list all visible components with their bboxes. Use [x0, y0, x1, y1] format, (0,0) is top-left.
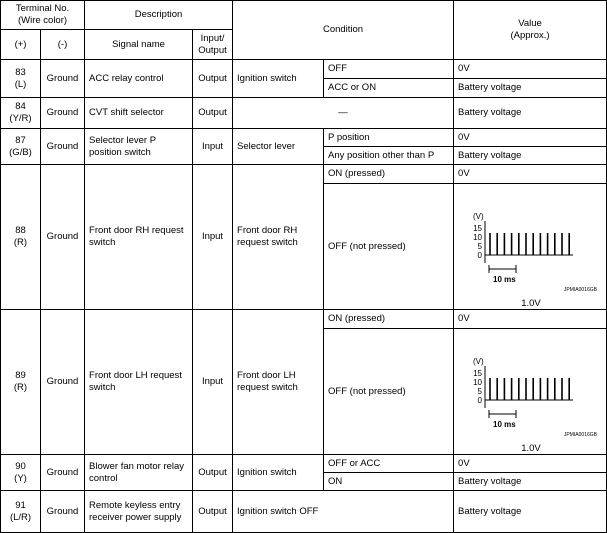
value-cell: Battery voltage [454, 491, 607, 533]
ground-cell: Ground [41, 98, 85, 129]
minus-header: (-) [41, 30, 85, 60]
condition-cell: — [233, 98, 454, 129]
ground-cell: Ground [41, 455, 85, 491]
terminal-cell: 90 (Y) [1, 455, 41, 491]
subcondition-cell: OFF or ACC [324, 455, 454, 473]
terminal-cell: 89 (R) [1, 310, 41, 455]
waveform-tick: 0 [477, 395, 483, 405]
signal-name-cell: Front door RH request switch [85, 165, 193, 310]
subcondition-cell: OFF [324, 60, 454, 79]
subcondition-cell: OFF (not pressed) [324, 184, 454, 310]
value-cell: 0V [454, 455, 607, 473]
description-header: Description [85, 1, 233, 30]
waveform-value: 1.0V [521, 297, 541, 309]
value-header: Value (Approx.) [454, 1, 607, 60]
condition-header: Condition [233, 1, 454, 60]
io-cell: Input [193, 129, 233, 165]
signal-name-header: Signal name [85, 30, 193, 60]
waveform-tick: 0 [477, 250, 483, 260]
terminal-cell: 83 (L) [1, 60, 41, 98]
waveform-pulses [490, 233, 569, 255]
waveform-code: JPMIA0016GB [563, 286, 598, 293]
waveform-unit: (V) [473, 211, 484, 221]
waveform-time: 10 ms [493, 274, 516, 284]
condition-cell: Ignition switch [233, 60, 324, 98]
waveform-tick: 15 [473, 223, 483, 233]
ground-cell: Ground [41, 165, 85, 310]
signal-name-cell: Remote keyless entry receiver power supply [85, 491, 193, 533]
subcondition-cell: ON [324, 473, 454, 491]
condition-cell: Selector lever [233, 129, 324, 165]
terminal-cell: 84 (Y/R) [1, 98, 41, 129]
value-cell: 0V [454, 129, 607, 147]
waveform-tick: 10 [473, 232, 483, 242]
ground-cell: Ground [41, 60, 85, 98]
value-cell: 0V [454, 60, 607, 79]
ground-cell: Ground [41, 129, 85, 165]
signal-name-cell: CVT shift selector [85, 98, 193, 129]
value-cell: 0V [454, 165, 607, 184]
signal-name-cell: Selector lever P position switch [85, 129, 193, 165]
value-cell: Battery voltage [454, 98, 607, 129]
condition-cell: Ignition switch OFF [233, 491, 454, 533]
subcondition-cell: ON (pressed) [324, 165, 454, 184]
terminal-cell: 91 (L/R) [1, 491, 41, 533]
ground-cell: Ground [41, 310, 85, 455]
io-cell: Output [193, 491, 233, 533]
terminal-cell: 88 (R) [1, 165, 41, 310]
waveform-pulses [490, 378, 569, 400]
value-cell: Battery voltage [454, 79, 607, 98]
waveform-value: 1.0V [521, 442, 541, 454]
waveform-tick: 15 [473, 368, 483, 378]
waveform-tick: 10 [473, 377, 483, 387]
waveform-unit: (V) [473, 356, 484, 366]
io-cell: Output [193, 98, 233, 129]
value-cell [454, 184, 607, 310]
waveform-time: 10 ms [493, 419, 516, 429]
signal-name-cell: Blower fan motor relay control [85, 455, 193, 491]
io-cell: Input [193, 165, 233, 310]
subcondition-cell: ACC or ON [324, 79, 454, 98]
ground-cell: Ground [41, 491, 85, 533]
waveform-graph [455, 330, 605, 454]
input-output-header: Input/ Output [193, 30, 233, 60]
subcondition-cell: Any position other than P [324, 147, 454, 165]
waveform-tick: 5 [477, 386, 483, 396]
subcondition-cell: OFF (not pressed) [324, 329, 454, 455]
terminal-cell: 87 (G/B) [1, 129, 41, 165]
waveform-graph [455, 185, 605, 309]
subcondition-cell: P position [324, 129, 454, 147]
terminal-no-header: Terminal No. (Wire color) [1, 1, 85, 30]
plus-header: (+) [1, 30, 41, 60]
value-cell: Battery voltage [454, 147, 607, 165]
waveform-code: JPMIA0016GB [563, 431, 598, 438]
signal-name-cell: Front door LH request switch [85, 310, 193, 455]
io-cell: Output [193, 60, 233, 98]
signal-name-cell: ACC relay control [85, 60, 193, 98]
condition-cell: Ignition switch [233, 455, 324, 491]
value-cell [454, 329, 607, 455]
condition-cell: Front door RH request switch [233, 165, 324, 310]
condition-cell: Front door LH request switch [233, 310, 324, 455]
value-cell: Battery voltage [454, 473, 607, 491]
io-cell: Input [193, 310, 233, 455]
value-cell: 0V [454, 310, 607, 329]
waveform-tick: 5 [477, 241, 483, 251]
io-cell: Output [193, 455, 233, 491]
subcondition-cell: ON (pressed) [324, 310, 454, 329]
